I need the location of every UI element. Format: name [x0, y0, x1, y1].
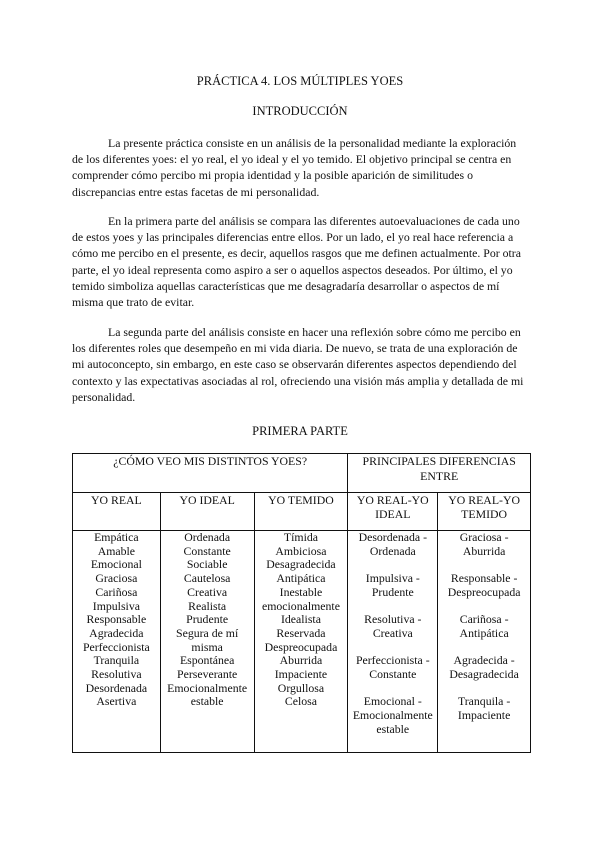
trait-item: Resolutiva: [91, 667, 142, 682]
yo-real-cell: [73, 531, 161, 753]
trait-item: Amable: [97, 543, 136, 558]
difference-item: Graciosa - Aburrida: [459, 530, 509, 558]
intro-paragraph-2: [72, 213, 530, 310]
trait-item: Asertiva: [96, 694, 137, 709]
trait-item: Perseverante: [177, 667, 238, 682]
paragraph-text: En la primera parte del análisis se compara las diferentes autoevaluaciones de cada uno de estos yoes y las principales diferencias entre ellos. Por un lado, el yo real hace referencia a cómo me percibo en el presente, es decir, aquellos rasgos que me definen actualmente. Por otra parte, el yo ideal representa como aspiro a ser o aquellos aspectos deseados. Por último, el yo temido simboliza aquellas características que me desagradaría desarrollar o aspectos de mí misma que trato de evitar.: [72, 214, 521, 310]
trait-item: Tímida: [283, 530, 318, 544]
column-header-yo-real: YO REAL: [73, 493, 161, 531]
trait-item: Tranquila: [93, 653, 140, 668]
intro-paragraph-3: [72, 324, 530, 405]
table-group-header-row: [73, 454, 531, 493]
difference-item: Resolutiva - Creativa: [364, 612, 422, 640]
trait-item: Segura de mí misma: [176, 625, 239, 654]
group-header-differences: PRINCIPALES DIFERENCIAS ENTRE: [348, 454, 531, 493]
column-header-real-temido: YO REAL-YO TEMIDO: [438, 493, 531, 531]
yo-temido-cell: [254, 531, 348, 753]
trait-item: Despreocupada: [264, 639, 338, 654]
yo-ideal-cell: [160, 531, 254, 753]
difference-item: Responsable - Despreocupada: [447, 571, 521, 599]
difference-item: Cariñosa - Antipática: [459, 612, 509, 640]
document-title: PRÁCTICA 4. LOS MÚLTIPLES YOES: [196, 74, 404, 88]
difference-item: Tranquila - Impaciente: [457, 694, 511, 723]
trait-item: Empática: [94, 530, 139, 544]
trait-item: Impaciente: [274, 667, 328, 682]
table-column-header-row: [73, 493, 531, 531]
group-header-yoes: ¿CÓMO VEO MIS DISTINTOS YOES?: [73, 454, 348, 493]
column-header-real-ideal: YO REAL-YO IDEAL: [348, 493, 438, 531]
trait-item: Creativa: [187, 584, 228, 599]
trait-item: Constante: [183, 543, 231, 558]
trait-item: Impulsiva: [92, 598, 140, 613]
trait-item: Celosa: [284, 694, 318, 709]
paragraph-text: La segunda parte del análisis consiste en hacer una reflexión sobre cómo me percibo en los diferentes roles que desempeño en mi vida diaria. De nuevo, se trata de una exploración de mi autoconcepto, sin embargo, en este caso se observarán diferentes aspectos dependiendo del contexto y las expectativas asociadas al rol, ofreciendo una visión más amplia y detallada de mi personalidad.: [72, 325, 524, 404]
trait-item: Orgullosa: [277, 680, 325, 695]
trait-item: Prudente: [186, 612, 229, 627]
trait-item: Idealista: [280, 612, 321, 627]
intro-paragraph-1: [72, 135, 530, 200]
trait-item: Inestable emocionalmente: [261, 584, 340, 613]
introduction-heading: INTRODUCCIÓN: [252, 104, 348, 118]
part-one-heading: PRIMERA PARTE: [252, 424, 348, 438]
trait-item: Perfeccionista: [82, 639, 150, 654]
trait-item: Desagradecida: [266, 557, 336, 572]
difference-item: Emocional - Emocionalmente estable: [352, 694, 433, 736]
difference-item: Impulsiva - Prudente: [365, 571, 420, 599]
trait-item: Graciosa: [95, 571, 138, 586]
column-header-yo-temido: YO TEMIDO: [254, 493, 348, 531]
trait-item: Aburrida: [279, 653, 323, 668]
trait-item: Agradecida: [89, 625, 144, 640]
trait-item: Reservada: [276, 625, 326, 640]
trait-item: Emocional: [90, 557, 142, 572]
trait-item: Realista: [188, 598, 227, 613]
trait-item: Ordenada: [184, 530, 231, 544]
trait-item: Cariñosa: [95, 584, 138, 599]
trait-item: Responsable: [86, 612, 147, 627]
trait-item: Cautelosa: [183, 571, 231, 586]
trait-item: Ambiciosa: [275, 543, 327, 558]
yoes-comparison-table: [72, 453, 531, 753]
real-temido-differences-cell: [438, 531, 531, 753]
trait-item: Desordenada: [85, 680, 148, 695]
table-row: [73, 531, 531, 753]
trait-item: Antipática: [276, 571, 326, 586]
real-ideal-differences-cell: [348, 531, 438, 753]
difference-item: Perfeccionista - Constante: [355, 653, 430, 681]
difference-item: Desordenada - Ordenada: [358, 530, 428, 558]
trait-item: Espontánea: [179, 653, 235, 668]
paragraph-text: La presente práctica consiste en un análisis de la personalidad mediante la exploración de los diferentes yoes: el yo real, el yo ideal y el yo temido. El objetivo principal se centra en comprender cómo percibo mi propia identidad y la posible aparición de similitudes o discrepancias entre estas facetas de mi personalidad.: [72, 136, 517, 199]
column-header-yo-ideal: YO IDEAL: [160, 493, 254, 531]
trait-item: Emocionalmente estable: [167, 680, 248, 709]
difference-item: Agradecida - Desagradecida: [449, 653, 519, 681]
trait-item: Sociable: [186, 557, 228, 572]
